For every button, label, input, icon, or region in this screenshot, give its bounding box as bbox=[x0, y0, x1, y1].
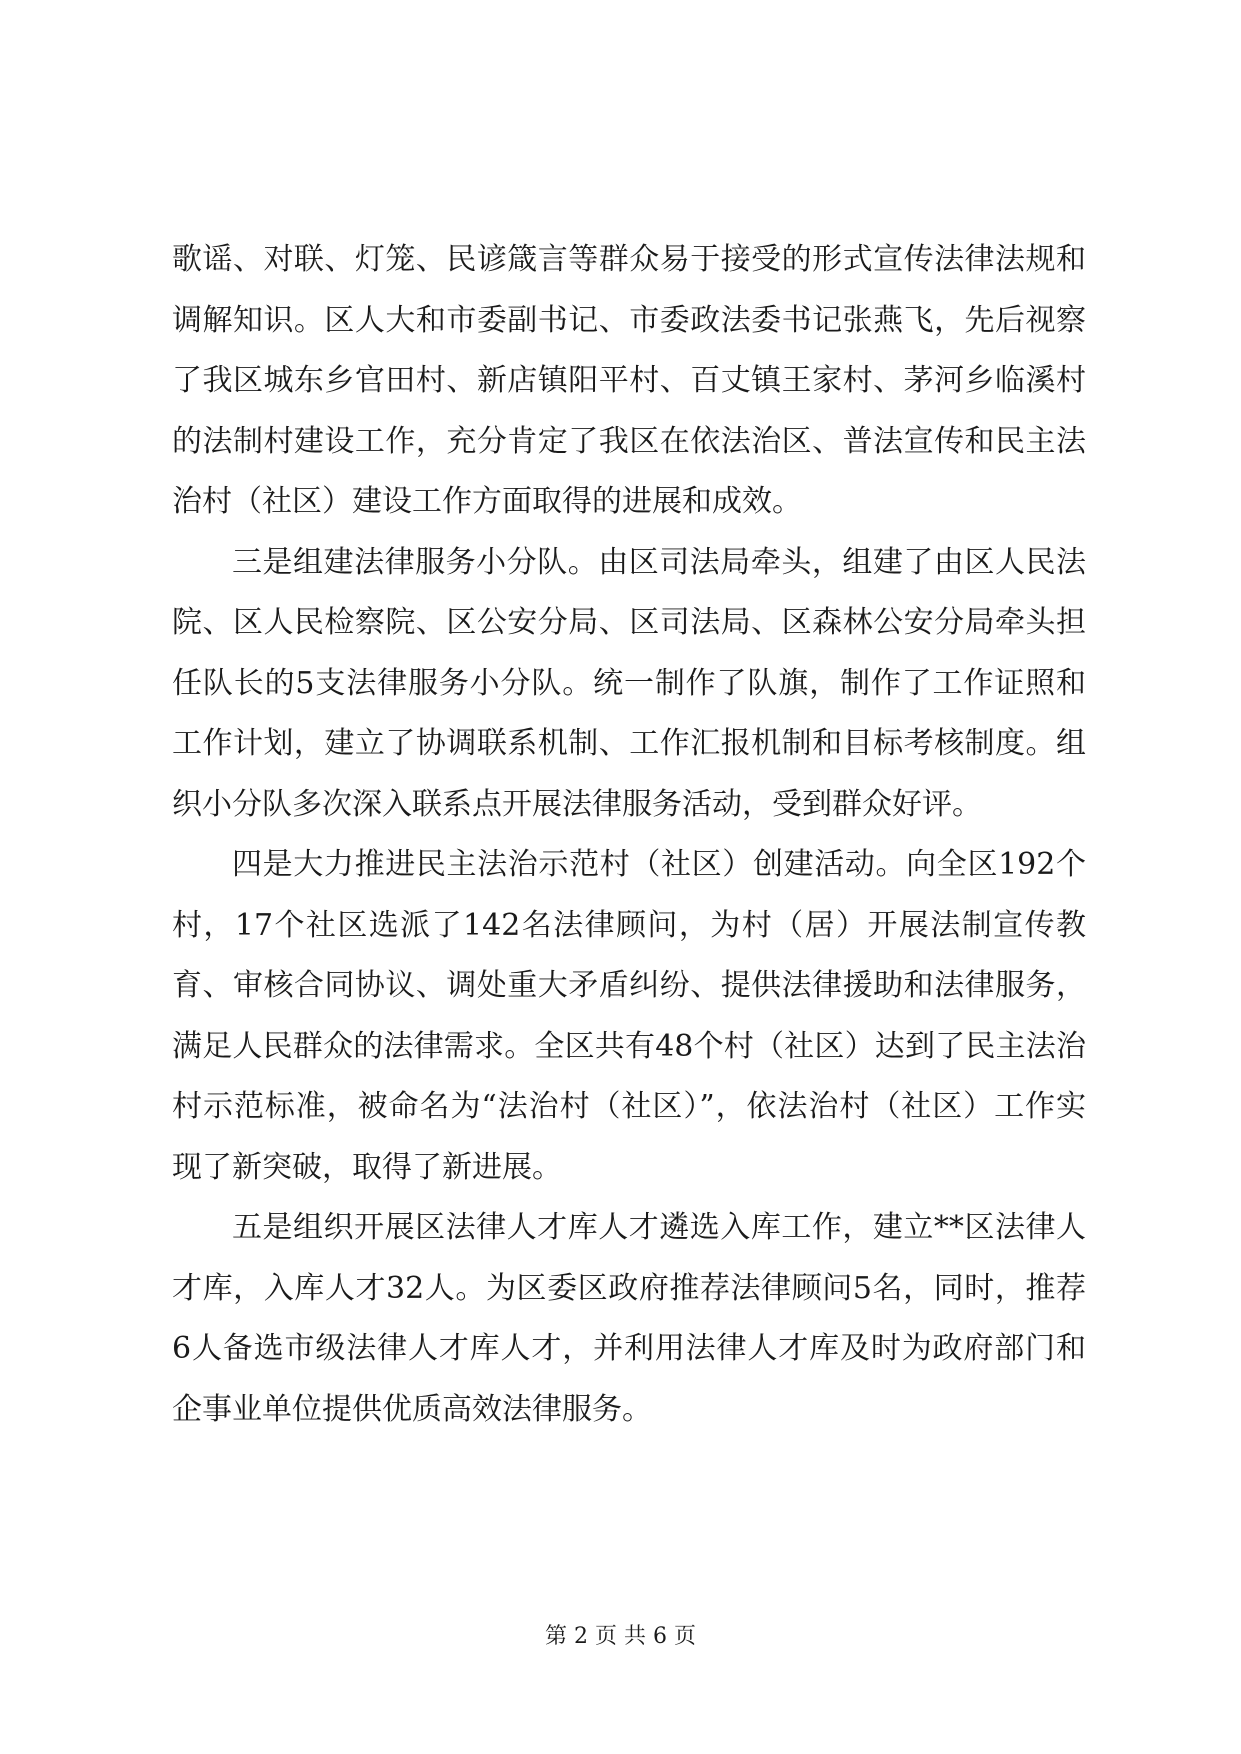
document-body bbox=[172, 230, 1086, 1440]
paragraph-demo-village: 四是大力推进民主法治示范村（社区）创建活动。向全区192个村，17个社区选派了142名法律顾问，为村（居）开展法制宣传教育、审核合同协议、调处重大矛盾纠纷、提供法律援助和法律服务，满足人民群众的法律需求。全区共有48个村（社区）达到了民主法治村示范标准，被命名为“法治村（社区）”，依法治村（社区）工作实现了新突破，取得了新进展。 bbox=[172, 847, 1086, 1185]
paragraph-continuation: 歌谣、对联、灯笼、民谚箴言等群众易于接受的形式宣传法律法规和调解知识。区人大和市委副书记、市委政法委书记张燕飞，先后视察了我区城东乡官田村、新店镇阳平村、百丈镇王家村、茅河乡临溪村的法制村建设工作，充分肯定了我区在依法治区、普法宣传和民主法治村（社区）建设工作方面取得的进展和成效。 bbox=[172, 242, 1086, 519]
paragraph-legal-service-team: 三是组建法律服务小分队。由区司法局牵头，组建了由区人民法院、区人民检察院、区公安分局、区司法局、区森林公安分局牵头担任队长的5支法律服务小分队。统一制作了队旗，制作了工作证照和工作计划，建立了协调联系机制、工作汇报机制和目标考核制度。组织小分队多次深入联系点开展法律服务活动，受到群众好评。 bbox=[172, 544, 1086, 822]
paragraph-talent-pool: 五是组织开展区法律人才库人才遴选入库工作，建立**区法律人才库，入库人才32人。为区委区政府推荐法律顾问5名，同时，推荐6人备选市级法律人才库人才，并利用法律人才库及时为政府部门和企事业单位提供优质高效法律服务。 bbox=[172, 1210, 1086, 1427]
page-footer bbox=[0, 1622, 1241, 1652]
page-number-label: 第 2 页 共 6 页 bbox=[545, 1624, 696, 1649]
